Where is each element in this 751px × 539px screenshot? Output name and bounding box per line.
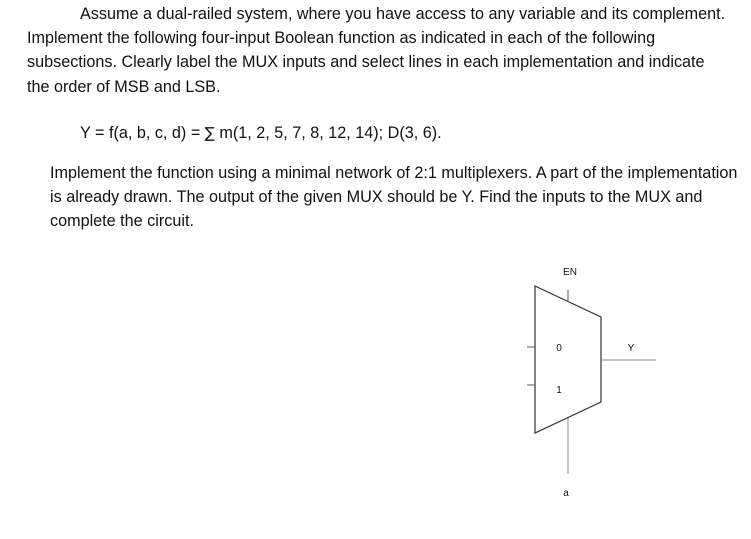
problem-instructions: Implement the function using a minimal network of 2:1 multiplexers. A part of the implementation is already drawn. The output of the given MUX should be Y. Find the inputs to the MUX and complete the circuit. xyxy=(50,164,738,231)
select-label: a xyxy=(563,488,569,499)
input0-label: 0 xyxy=(556,343,562,354)
problem-intro: Assume a dual-railed system, where you have access to any variable and its complement. Implement the following four-input Boolean function as indicated in each of the following subsections. Clearly label the MUX inputs and select lines in each implementation and indicate the order of MSB and LSB. xyxy=(27,5,726,96)
enable-label: EN xyxy=(563,267,577,278)
equation-rhs: m(1, 2, 5, 7, 8, 12, 14); D(3, 6). xyxy=(214,124,442,142)
input1-label: 1 xyxy=(556,385,562,396)
output-label: Y xyxy=(627,343,635,354)
sigma-symbol: ∑ xyxy=(204,124,215,142)
equation-lhs: Y = f(a, b, c, d) = xyxy=(80,124,205,142)
mux-body xyxy=(535,286,601,433)
